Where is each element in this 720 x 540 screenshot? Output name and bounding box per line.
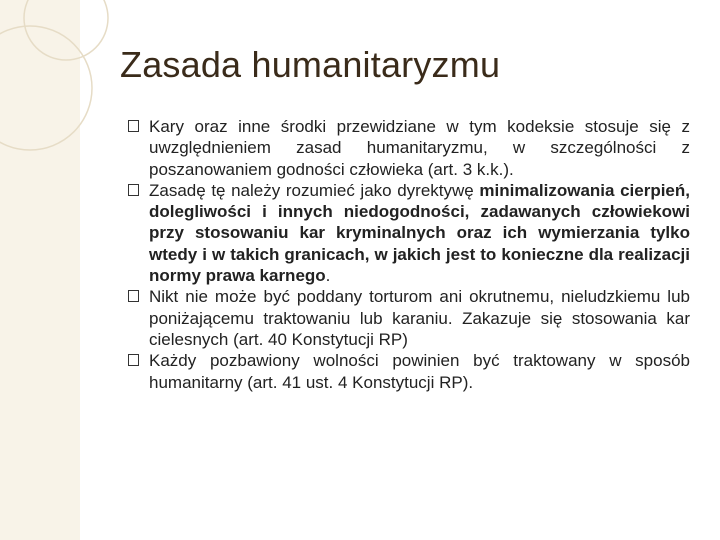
slide-title: Zasada humanitaryzmu (120, 44, 501, 85)
bullet-item-4 (128, 350, 690, 393)
bullet-list (128, 116, 690, 393)
bullet-text-2-lead: Zasadę tę należy rozumieć jako dyrektywę (149, 180, 480, 200)
decorative-circle-large (0, 26, 92, 150)
bullet-text-4: Każdy pozbawiony wolności powinien być traktowany w sposób humanitarny (art. 41 ust. 4 Konstytucji RP). (149, 351, 690, 392)
decorative-circle-small (24, 0, 108, 60)
square-bullet-icon (128, 290, 139, 302)
bullet-item-2 (128, 180, 690, 286)
square-bullet-icon (128, 184, 139, 196)
square-bullet-icon (128, 120, 139, 132)
bullet-text-3: Nikt nie może być poddany torturom ani okrutnemu, nieludzkiemu lub poniżającemu traktowaniu lub karaniu. Zakazuje się stosowania kar cielesnych (art. 40 Konstytucji RP) (149, 287, 690, 349)
bullet-text-1: Kary oraz inne środki przewidziane w tym kodeksie stosuje się z uwzględnieniem zasad humanitaryzmu, w szczególności z poszanowaniem godności człowieka (art. 3 k.k.). (149, 117, 690, 179)
square-bullet-icon (128, 354, 139, 366)
bullet-item-1 (128, 116, 690, 180)
bullet-item-3 (128, 286, 690, 350)
bullet-text-2-tail: . (325, 266, 331, 286)
bullet-text-2-emphasis: minimalizowania cierpień, dolegliwości i innych niedogodności, zadawanych człowiekowi przy stosowaniu kar kryminalnych oraz ich wymierzania tylko wtedy i w takich granicach, w jakich jest to konieczne dla realizacji normy prawa karnego (149, 180, 690, 286)
